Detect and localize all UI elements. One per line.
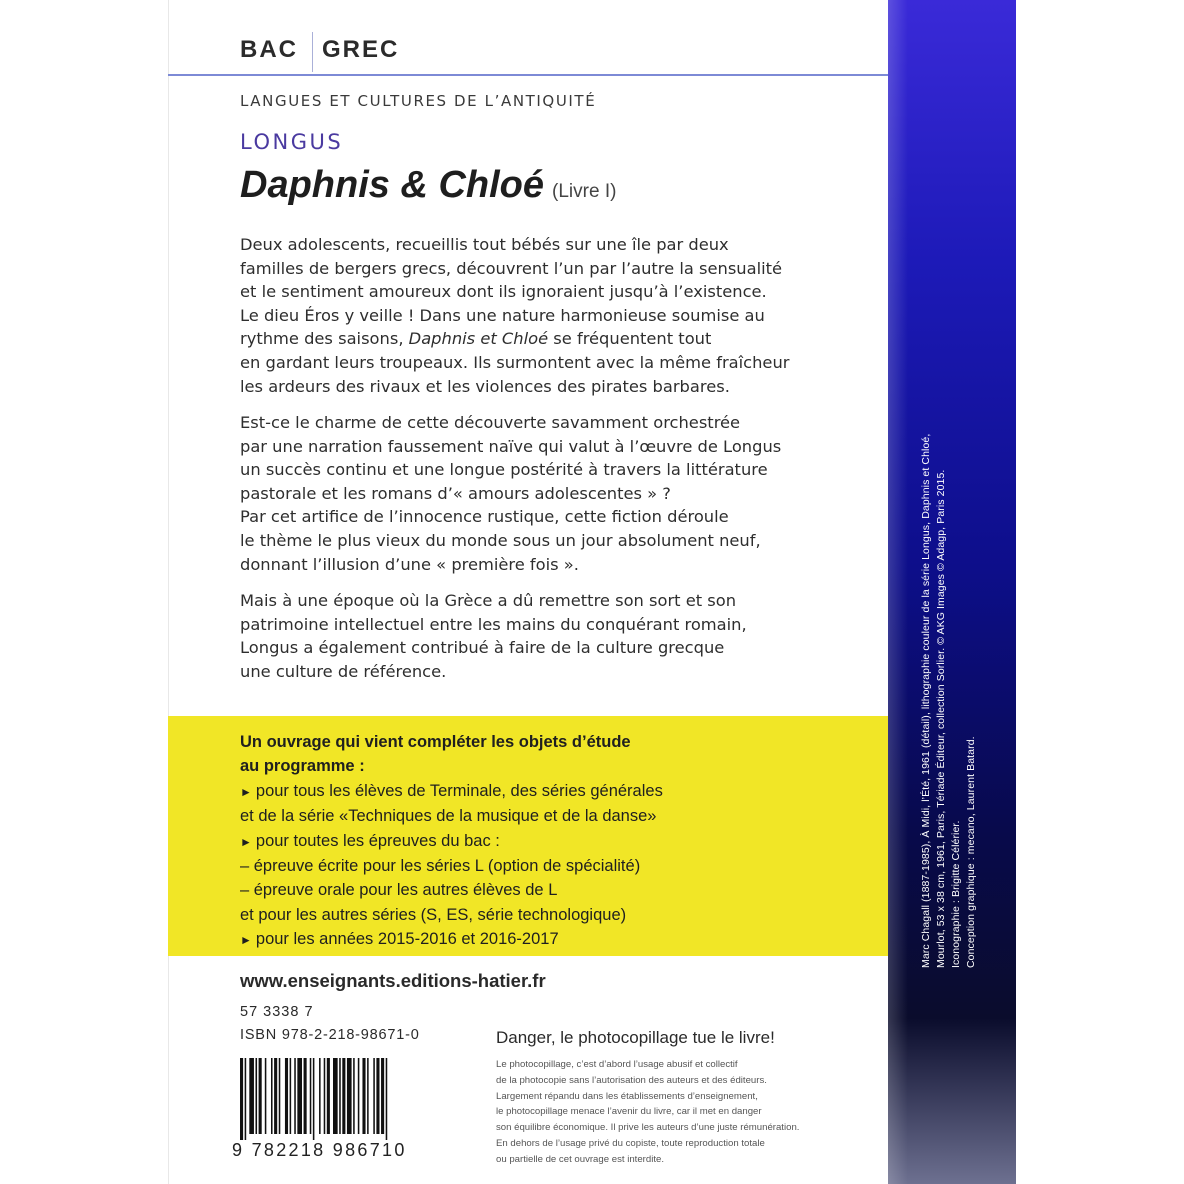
- paragraph-text: rythme des saisons,: [240, 329, 409, 349]
- barcode-bar: [333, 1058, 338, 1134]
- credit-line: Mourlot, 53 x 38 cm, 1961, Paris, Tériade Éditeur, collection Sorlier. © AKG Images © Adagp, Paris 2015.: [935, 469, 947, 968]
- cover-edge: [168, 0, 169, 1184]
- paragraph-line: Est-ce le charme de cette découverte savamment orchestrée: [240, 413, 741, 432]
- paragraph-line: Mais à une époque où la Grèce a dû remettre son sort et son: [240, 591, 737, 610]
- header-divider: [312, 32, 313, 72]
- barcode-bar: [373, 1058, 375, 1134]
- paragraph-line: et le sentiment amoureux dont ils ignoraient jusqu’à l’existence.: [240, 282, 767, 302]
- paragraph-line: Longus a également contribué à faire de la culture grecque: [240, 638, 725, 658]
- series-label: LANGUES ET CULTURES DE L’ANTIQUITÉ: [240, 92, 597, 110]
- barcode-bar: [319, 1058, 321, 1134]
- isbn-number: ISBN 978-2-218-98671-0: [240, 1027, 420, 1043]
- warning-line: de la photocopie sans l’autorisation des auteurs et des éditeurs.: [496, 1074, 767, 1086]
- barcode-bar: [274, 1058, 277, 1134]
- paragraph-line: Deux adolescents, recueillis tout bébés sur une île par deux: [240, 235, 729, 254]
- warning-line: ou partielle de cet ouvrage est interdite.: [496, 1153, 664, 1165]
- book-subtitle: (Livre I): [552, 181, 617, 202]
- paragraph-line: en gardant leurs troupeaux. Ils surmontent avec la même fraîcheur: [240, 352, 790, 372]
- barcode-bar: [358, 1058, 360, 1134]
- program-subitem: – épreuve orale pour les autres élèves de L: [240, 881, 558, 900]
- barcode-bar: [376, 1058, 379, 1134]
- barcode-bar: [294, 1058, 296, 1134]
- credit-line: Iconographie : Brigitte Célérier.: [950, 820, 962, 968]
- isbn-barcode: [238, 1058, 448, 1140]
- program-subitem-continued: et pour les autres séries (S, ES, série technologique): [240, 905, 627, 924]
- program-subitem: – épreuve écrite pour les séries L (option de spécialité): [240, 857, 641, 876]
- bullet-arrow-icon: ►: [240, 834, 252, 849]
- barcode-bar: [259, 1058, 262, 1134]
- side-color-band: [888, 0, 1016, 1184]
- publisher-website: www.enseignants.editions-hatier.fr: [240, 970, 546, 991]
- program-item-continued: et de la série «Techniques de la musique et de la danse»: [240, 807, 657, 826]
- barcode-bar: [256, 1058, 258, 1134]
- warning-line: son équilibre économique. Il prive les auteurs d’une juste rémunération.: [496, 1122, 800, 1134]
- barcode-bar: [362, 1058, 365, 1134]
- paragraph-line: [240, 327, 860, 351]
- book-title: [240, 164, 616, 207]
- warning-line: le photocopillage menace l’avenir du livre, car il met en danger: [496, 1106, 762, 1118]
- program-item-text: pour toutes les épreuves du bac :: [255, 831, 500, 850]
- bullet-arrow-icon: ►: [240, 784, 252, 799]
- barcode-bar: [265, 1058, 267, 1134]
- paragraph-line: donnant l’illusion d’une « première fois ».: [240, 554, 579, 574]
- barcode-bar: [342, 1058, 345, 1134]
- description-paragraph-3: [240, 589, 860, 683]
- book-title-text: Daphnis & Chloé: [240, 164, 545, 206]
- description-paragraph-1: [240, 233, 860, 398]
- warning-line: En dehors de l’usage privé du copiste, toute reproduction totale: [496, 1137, 765, 1149]
- barcode-bar: [310, 1058, 312, 1134]
- description-paragraph-2: [240, 411, 860, 576]
- program-item: [240, 779, 880, 804]
- author-name: LONGUS: [240, 130, 344, 154]
- credit-line: Marc Chagall (1887-1985), À Midi, l’Été, 1961 (détail), lithographie couleur de la série Longus, Daphnis et Chloé,: [920, 433, 932, 968]
- barcode-bar: [271, 1058, 273, 1134]
- barcode-bar: [327, 1058, 330, 1134]
- program-item-text: pour les années 2015-2016 et 2016-2017: [255, 930, 559, 949]
- warning-line: Largement répandu dans les établissements d’enseignement,: [496, 1090, 758, 1102]
- barcode-bar: [304, 1058, 307, 1134]
- barcode-bar: [381, 1058, 384, 1134]
- barcode-bar: [367, 1058, 369, 1134]
- barcode-digits: 9 782218 986710: [232, 1140, 407, 1160]
- paragraph-line: Par cet artifice de l’innocence rustique, cette fiction déroule: [240, 507, 729, 527]
- photocopy-warning-body: [496, 1057, 876, 1168]
- barcode-bar: [313, 1058, 315, 1140]
- barcode-bar: [353, 1058, 355, 1134]
- barcode-bar: [339, 1058, 341, 1134]
- program-heading: au programme :: [240, 757, 365, 776]
- program-item: [240, 927, 880, 952]
- barcode-bar: [324, 1058, 326, 1134]
- header-bac: BAC: [240, 36, 298, 63]
- paragraph-line: les ardeurs des rivaux et les violences des pirates barbares.: [240, 376, 730, 396]
- barcode-bar: [347, 1058, 352, 1134]
- program-item-text: pour tous les élèves de Terminale, des séries générales: [255, 781, 663, 800]
- barcode-bar: [245, 1058, 247, 1140]
- bullet-arrow-icon: ►: [240, 933, 252, 948]
- barcode-bar: [279, 1058, 281, 1134]
- program-heading: Un ouvrage qui vient compléter les objets d’étude: [240, 733, 631, 751]
- paragraph-text: se fréquentent tout: [548, 329, 712, 349]
- barcode-bar: [386, 1058, 388, 1140]
- paragraph-line: par une narration faussement naïve qui valut à l’œuvre de Longus: [240, 436, 782, 456]
- paragraph-line: le thème le plus vieux du monde sous un jour absolument neuf,: [240, 530, 761, 550]
- paragraph-line: Le dieu Éros y veille ! Dans une nature harmonieuse soumise au: [240, 305, 765, 325]
- photocopy-warning-title: Danger, le photocopillage tue le livre!: [496, 1028, 775, 1047]
- header-rule: [168, 74, 888, 76]
- header-grec: GREC: [322, 36, 400, 63]
- barcode-bar: [297, 1058, 302, 1134]
- warning-line: Le photocopillage, c’est d’abord l’usage abusif et collectif: [496, 1059, 738, 1070]
- paragraph-line: familles de bergers grecs, découvrent l’un par l’autre la sensualité: [240, 258, 783, 278]
- paragraph-line: pastorale et les romans d’« amours adolescentes » ?: [240, 483, 671, 503]
- barcode-bar: [290, 1058, 292, 1134]
- paragraph-line: une culture de référence.: [240, 661, 447, 681]
- credit-line: Conception graphique : mecano, Laurent Batard.: [965, 736, 977, 968]
- title-mention: Daphnis et Chloé: [408, 329, 549, 349]
- paragraph-line: un succès continu et une longue postérité à travers la littérature: [240, 460, 768, 480]
- program-list: [240, 730, 880, 953]
- program-item: [240, 829, 880, 854]
- product-code: 57 3338 7: [240, 1004, 314, 1020]
- barcode-bar: [249, 1058, 254, 1134]
- barcode-bar: [285, 1058, 288, 1134]
- paragraph-line: patrimoine intellectuel entre les mains du conquérant romain,: [240, 614, 747, 634]
- barcode-bar: [240, 1058, 243, 1140]
